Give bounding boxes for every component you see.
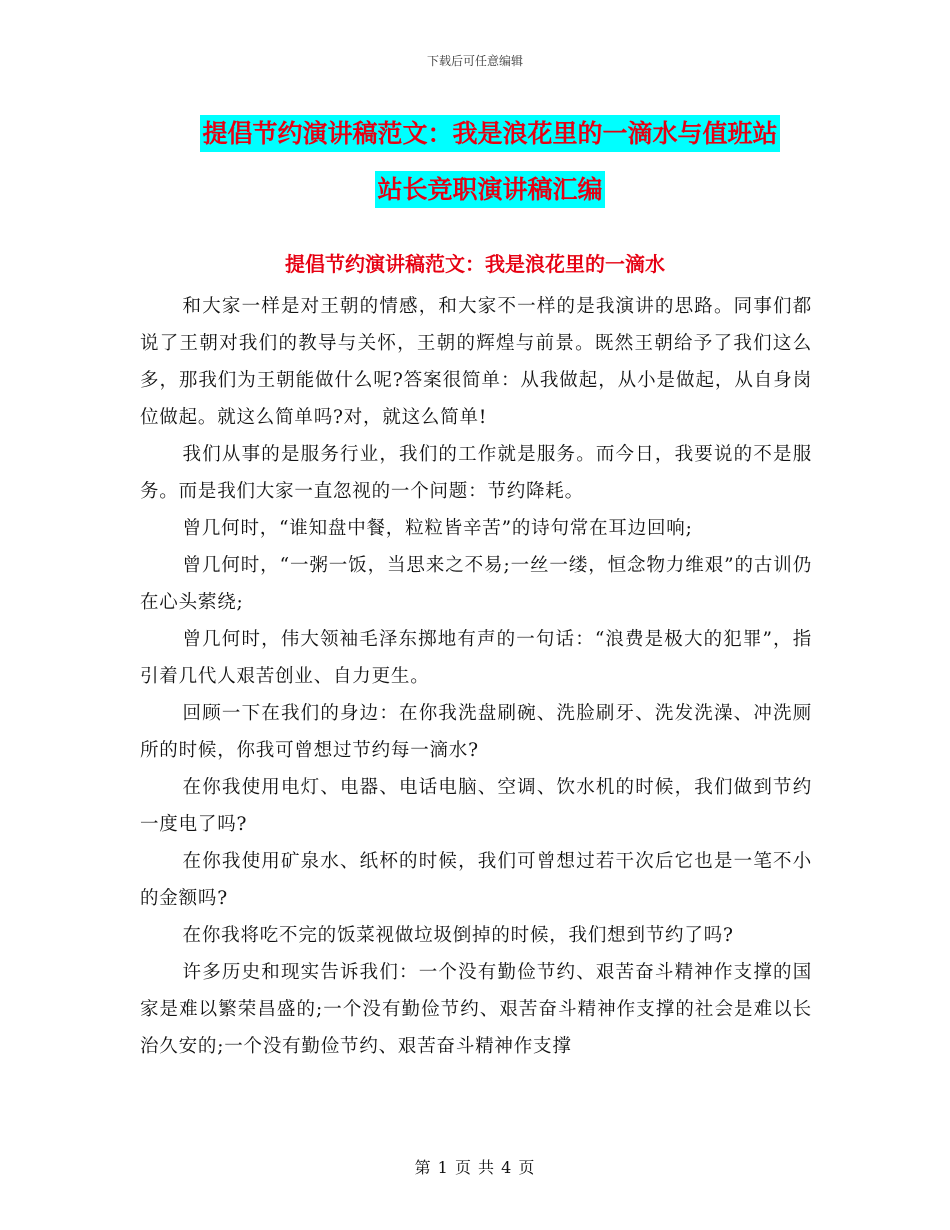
page-header-note: 下载后可任意编辑: [426, 54, 523, 68]
paragraph: 我们从事的是服务行业，我们的工作就是服务。而今日，我要说的不是服务。而是我们大家一直忽视的一个问题：节约降耗。: [140, 444, 812, 502]
paragraph: 和大家一样是对王朝的情感，和大家不一样的是我演讲的思路。同事们都说了王朝对我们的教导与关怀，王朝的辉煌与前景。既然王朝给予了我们这么多，那我们为王朝能做什么呢?答案很简单：从我做起，从小是做起，从自身岗位做起。就这么简单吗?对，就这么简单!: [140, 296, 812, 428]
paragraph: 曾几何时，“一粥一饭，当思来之不易;一丝一缕，恒念物力维艰”的古训仍在心头萦绕;: [140, 555, 812, 613]
page-number: 第 1 页 共 4 页: [414, 1158, 536, 1177]
section-title: 提倡节约演讲稿范文：我是浪花里的一滴水: [285, 252, 665, 276]
paragraph: 曾几何时，“谁知盘中餐，粒粒皆辛苦”的诗句常在耳边回响;: [182, 518, 693, 539]
paragraph: 在你我使用矿泉水、纸杯的时候，我们可曾想过若干次后它也是一笔不小的金额吗?: [140, 851, 812, 909]
document-title-line-2: 站长竞职演讲稿汇编: [375, 171, 604, 208]
paragraph: 在你我使用电灯、电器、电话电脑、空调、饮水机的时候，我们做到节约一度电了吗?: [140, 777, 812, 835]
paragraph: 曾几何时，伟大领袖毛泽东掷地有声的一句话：“浪费是极大的犯罪”，指引着几代人艰苦创业、自力更生。: [140, 629, 812, 687]
document-title-line-1: 提倡节约演讲稿范文：我是浪花里的一滴水与值班站: [200, 115, 779, 152]
document-body: [140, 288, 812, 1065]
paragraph: 回顾一下在我们的身边：在你我洗盘刷碗、洗脸刷牙、洗发洗澡、冲洗厕所的时候，你我可曾想过节约每一滴水?: [140, 703, 812, 761]
paragraph: 许多历史和现实告诉我们：一个没有勤俭节约、艰苦奋斗精神作支撑的国家是难以繁荣昌盛的;一个没有勤俭节约、艰苦奋斗精神作支撑的社会是难以长治久安的;一个没有勤俭节约、艰苦奋斗精神作支撑: [140, 962, 812, 1057]
paragraph: 在你我将吃不完的饭菜视做垃圾倒掉的时候，我们想到节约了吗?: [182, 925, 734, 946]
document-title: [160, 106, 820, 218]
